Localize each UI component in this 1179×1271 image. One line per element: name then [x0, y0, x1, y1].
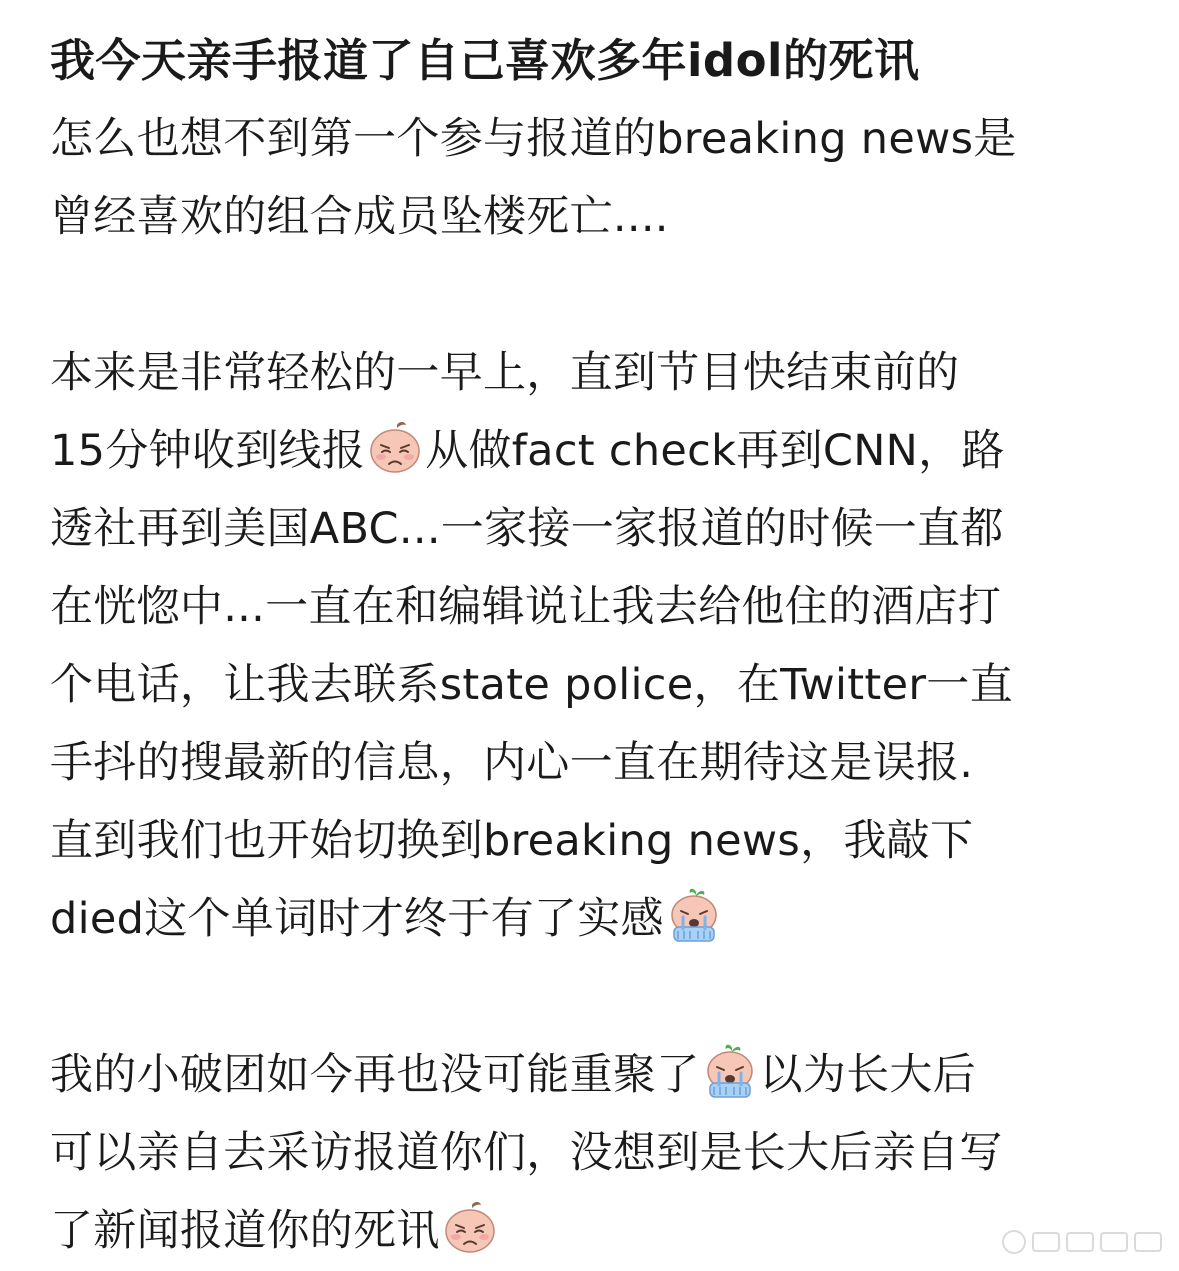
p2-line-6: 手抖的搜最新的信息，内心一直在期待这是误报. [50, 738, 974, 788]
paragraph-1 [50, 100, 1140, 256]
paragraph-gap [50, 958, 1140, 1036]
p2-line-1: 本来是非常轻松的一早上，直到节目快结束前的 [50, 348, 960, 398]
post-title: 我今天亲手报道了自己喜欢多年idol的死讯 [50, 34, 920, 87]
p3-line-3 [50, 1192, 1140, 1270]
p2-line-7: 直到我们也开始切换到breaking news，我敲下 [50, 816, 974, 866]
p2-line-2 [50, 412, 1140, 490]
crying-face-icon [666, 887, 722, 943]
p3-line-1 [50, 1036, 1140, 1114]
p2-line-8-text: died这个单词时才终于有了实感 [50, 894, 664, 944]
p2-line-2a: 15分钟收到线报 [50, 426, 366, 476]
paragraph-gap [50, 256, 1140, 334]
p3-line-3-text: 了新闻报道你的死讯 [50, 1206, 440, 1256]
p2-line-3: 透社再到美国ABC...一家接一家报道的时候一直都 [50, 504, 1004, 554]
sad-face-icon [442, 1199, 498, 1255]
p1-line-2: 曾经喜欢的组合成员坠楼死亡.... [50, 192, 669, 242]
post-content [50, 22, 1140, 1270]
p3-line-1b: 以为长大后 [759, 1050, 976, 1100]
p2-line-8 [50, 880, 1140, 958]
p3-line-2: 可以亲自去采访报道你们，没想到是长大后亲自写 [50, 1128, 1003, 1178]
p2-line-5: 个电话，让我去联系state police，在Twitter一直 [50, 660, 1013, 710]
paragraph-2 [50, 334, 1140, 958]
p2-line-2b: 从做fact check再到CNN，路 [425, 426, 1005, 476]
paragraph-3 [50, 1036, 1140, 1270]
p1-line-1: 怎么也想不到第一个参与报道的breaking news是 [50, 114, 1017, 164]
sad-face-icon [367, 419, 423, 475]
p3-line-1a: 我的小破团如今再也没可能重聚了 [50, 1050, 700, 1100]
p2-line-4: 在恍惚中...一直在和编辑说让我去给他住的酒店打 [50, 582, 1002, 632]
crying-face-icon [702, 1043, 758, 1099]
watermark-logo [997, 1225, 1167, 1259]
